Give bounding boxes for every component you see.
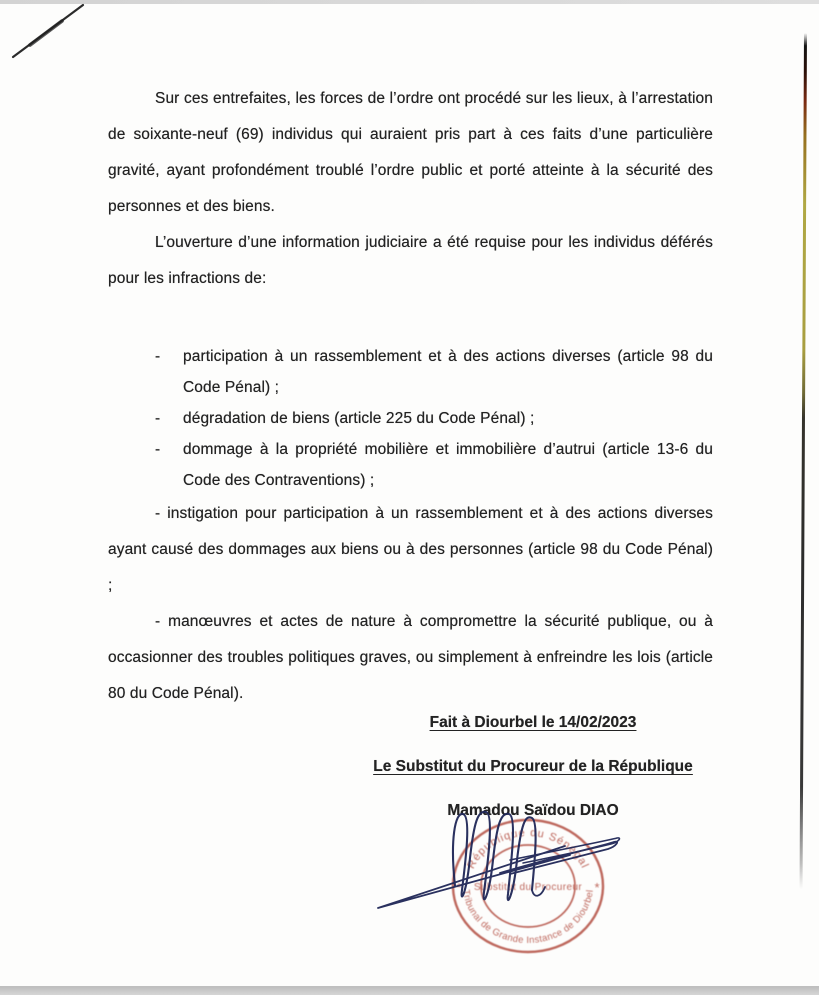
dash-marker: - bbox=[155, 410, 161, 427]
offense-text: participation à un rassemblement et à des actions diverses (article 98 du Code Pénal) ; bbox=[183, 348, 713, 396]
document-body bbox=[108, 0, 713, 712]
offenses-list bbox=[108, 341, 713, 496]
pen-stroke-thick bbox=[30, 21, 62, 45]
paragraph-manoeuvres: - manœuvres et actes de nature à compromettre la sécurité publique, ou à occasionner des troubles politiques graves, ou simplement à enfreindre les lois (article 80 du Code Pénal). bbox=[108, 613, 713, 702]
offense-item bbox=[108, 434, 713, 496]
stamp-bottom-arc-text: Tribunal de Grande Instance de Diourbel bbox=[460, 888, 596, 947]
scan-artifact-pen-mark bbox=[0, 0, 120, 80]
stamp-top-arc-text: République du Sénégal bbox=[465, 826, 591, 871]
offense-text: dégradation de biens (article 225 du Code Pénal) ; bbox=[183, 410, 535, 427]
official-stamp bbox=[453, 820, 603, 952]
stamp-left-star: * bbox=[456, 880, 462, 895]
stamp-center-text: Substitut du Procureur bbox=[473, 882, 583, 893]
date-place-line: Fait à Diourbel le 14/02/2023 bbox=[429, 714, 637, 731]
paragraph-information-judiciaire: L’ouverture d’une information judiciaire a été requise pour les individus déférés pour les infractions de: bbox=[108, 234, 713, 287]
dash-marker: - bbox=[155, 441, 161, 458]
paragraph-instigation: - instigation pour participation à un rassemblement et à des actions diverses ayant causé des dommages aux biens ou à des personnes (article 98 du Code Pénal) ; bbox=[108, 505, 713, 594]
dash-marker: - bbox=[155, 348, 161, 365]
stamp-right-star: * bbox=[594, 880, 600, 895]
offense-text: dommage à la propriété mobilière et immobilière d’autrui (article 13-6 du Code des Contraventions) ; bbox=[183, 441, 713, 489]
stamp-and-signature bbox=[358, 796, 692, 986]
paragraph-arrestation: Sur ces entrefaites, les forces de l’ordre ont procédé sur les lieux, à l’arrestation de soixante-neuf (69) individus qui auraient pris part à ces faits d’une particulière gravité, ayant profondément troublé l’ordre public et porté atteinte à la sécurité des personnes et des biens. bbox=[108, 90, 713, 215]
signatory-name: Mamadou Saïdou DIAO bbox=[447, 802, 619, 819]
scan-artifact-bottom-strip bbox=[0, 986, 819, 995]
offense-item bbox=[108, 403, 713, 434]
scan-artifact-edge-line bbox=[800, 33, 807, 889]
signatory-title: Le Substitut du Procureur de la République bbox=[373, 758, 693, 775]
offense-item bbox=[108, 341, 713, 403]
